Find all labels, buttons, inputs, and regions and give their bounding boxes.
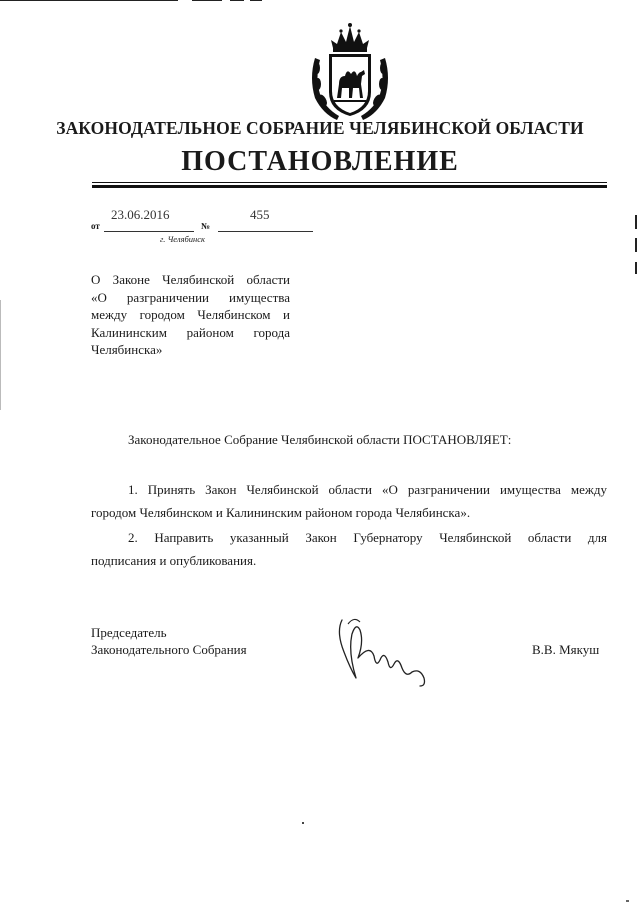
item-2-line-1: 2. Направить указанный Закон Губернатору Челябинской области для bbox=[128, 530, 607, 545]
document-date: 23.06.2016 bbox=[111, 207, 170, 222]
signatory-role-line-1: Председатель bbox=[91, 625, 167, 640]
scan-edge-line bbox=[192, 0, 222, 1]
coat-of-arms-emblem bbox=[309, 18, 391, 122]
scan-speck bbox=[626, 900, 629, 902]
date-prefix: от bbox=[91, 221, 100, 231]
scan-edge-mark bbox=[635, 215, 637, 229]
subject-line: Калининским районом города bbox=[91, 324, 290, 340]
number-sign: № bbox=[201, 221, 211, 231]
preamble-text: Законодательное Собрание Челябинской области ПОСТАНОВЛЯЕТ: bbox=[128, 432, 512, 447]
scan-speck bbox=[302, 822, 304, 824]
signatory-name: В.В. Мякуш bbox=[532, 642, 600, 657]
document-number: 455 bbox=[250, 207, 270, 222]
scan-edge-line bbox=[0, 300, 1, 410]
scan-edge-line bbox=[0, 0, 178, 1]
handwritten-signature bbox=[330, 612, 440, 692]
item-1-line-1: 1. Принять Закон Челябинской области «О разграничении имущества между bbox=[128, 482, 607, 497]
scan-edge-line bbox=[230, 0, 244, 1]
document-subject bbox=[91, 271, 290, 359]
signatory-role-line-2: Законодательного Собрания bbox=[91, 642, 247, 657]
document-city: г. Челябинск bbox=[160, 234, 206, 244]
number-underline bbox=[218, 231, 313, 232]
header-rule-thin bbox=[92, 182, 607, 183]
header-rule-thick bbox=[92, 185, 607, 188]
date-underline bbox=[104, 231, 194, 232]
item-2-line-2: подписания и опубликования. bbox=[91, 553, 257, 568]
organization-title: ЗАКОНОДАТЕЛЬНОЕ СОБРАНИЕ ЧЕЛЯБИНСКОЙ ОБЛАСТИ bbox=[56, 118, 584, 138]
item-1-line-2: городом Челябинском и Калининским районом города Челябинска». bbox=[91, 505, 471, 520]
document-type-heading: ПОСТАНОВЛЕНИЕ bbox=[181, 146, 459, 177]
subject-line: между городом Челябинском и bbox=[91, 307, 290, 322]
scan-edge-mark bbox=[635, 238, 637, 252]
subject-line: Челябинска» bbox=[91, 342, 163, 357]
scan-edge-mark bbox=[635, 262, 637, 274]
scan-edge-line bbox=[250, 0, 262, 1]
subject-line: О Законе Челябинской области bbox=[91, 272, 290, 287]
subject-line: «О разграничении имущества bbox=[91, 289, 290, 305]
